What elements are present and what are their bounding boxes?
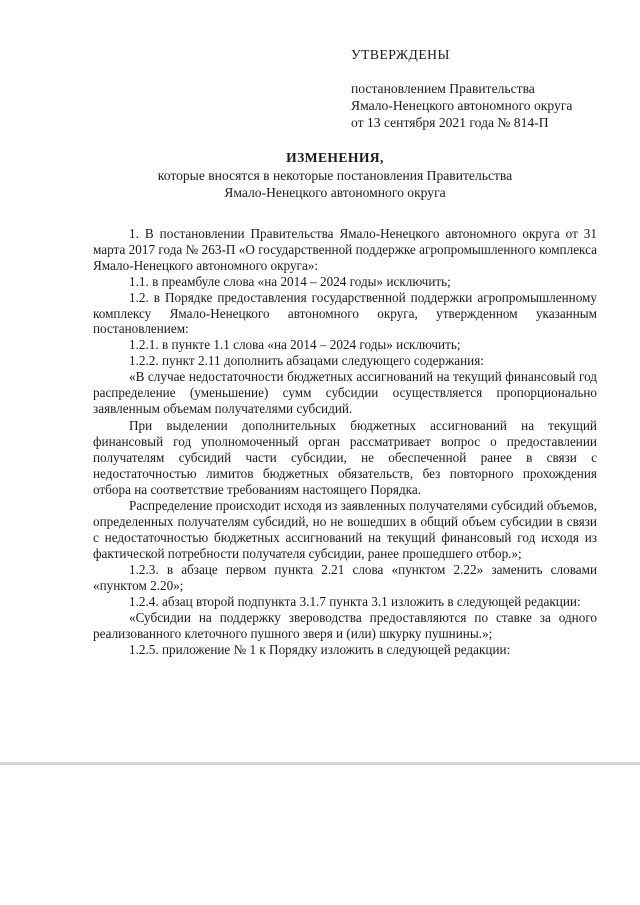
quote-paragraph: «Субсидии на поддержку звероводства предоставляются по ставке за одного реализованного клеточного пушного зверя и (или) шкурку пушнины.»; xyxy=(93,609,597,641)
document-title-block xyxy=(70,149,600,201)
document-subtitle: Ямало-Ненецкого автономного округа xyxy=(224,185,446,200)
paragraph-1-2-1: 1.2.1. в пункте 1.1 слова «на 2014 – 2024 годы» исключить; xyxy=(129,337,461,353)
document-title: ИЗМЕНЕНИЯ, xyxy=(286,150,384,165)
quote-paragraph: «В случае недостаточности бюджетных ассигнований на текущий финансовый год распределение (уменьшение) сумм субсидии осуществляется пропорционально заявленным объемам получателями субсидий. xyxy=(93,369,597,416)
approval-stamp xyxy=(351,46,621,131)
paragraph-1-2: 1.2. в Порядке предоставления государственной поддержки агропромышленному комплексу Ямало-Ненецкого автономного округа, утвержденном указанным постановлением: xyxy=(93,289,597,337)
quote-paragraph: При выделении дополнительных бюджетных ассигнований на текущий финансовый год уполномоченный орган рассматривает вопрос о предоставлении получателям субсидий части субсидии, не обеспеченной ранее в связи с недостаточностью лимитов бюджетных обязательств, без повторного прохождения отбора на соответствие требованиям настоящего Порядка. xyxy=(93,417,597,497)
paragraph-1: 1. В постановлении Правительства Ямало-Ненецкого автономного округа от 31 марта 2017 года № 263-П «О государственной поддержке агропромышленного комплекса Ямало-Ненецкого автономного округа»: xyxy=(93,226,597,273)
document-body xyxy=(93,226,597,657)
page-bottom-edge xyxy=(0,762,640,765)
quote-paragraph: Распределение происходит исходя из заявленных получателями субсидий объемов, определенных получателям субсидий, но не вошедших в общий объем субсидии в связи с недостаточностью бюджетных ассигнований на текущий финансовый год исходя из фактической потребности получателя субсидии, ранее прошедшего отбор.»; xyxy=(93,498,597,562)
approval-line: постановлением Правительства xyxy=(351,81,535,96)
approval-line: Ямало-Ненецкого автономного округа xyxy=(351,98,573,113)
document-subtitle: которые вносятся в некоторые постановления Правительства xyxy=(157,168,513,183)
paragraph-1-2-5: 1.2.5. приложение № 1 к Порядку изложить в следующей редакции: xyxy=(129,641,511,657)
paragraph-1-1: 1.1. в преамбуле слова «на 2014 – 2024 годы» исключить; xyxy=(129,273,451,289)
paragraph-1-2-3: 1.2.3. в абзаце первом пункта 2.21 слова «пунктом 2.22» заменить словами «пунктом 2.20»; xyxy=(93,562,597,593)
paragraph-1-2-4: 1.2.4. абзац второй подпункта 3.1.7 пункта 3.1 изложить в следующей редакции: xyxy=(129,593,581,609)
approval-line: от 13 сентября 2021 года № 814-П xyxy=(351,115,549,130)
approval-heading: УТВЕРЖДЕНЫ xyxy=(351,47,450,62)
paragraph-1-2-2: 1.2.2. пункт 2.11 дополнить абзацами следующего содержания: xyxy=(129,353,484,369)
